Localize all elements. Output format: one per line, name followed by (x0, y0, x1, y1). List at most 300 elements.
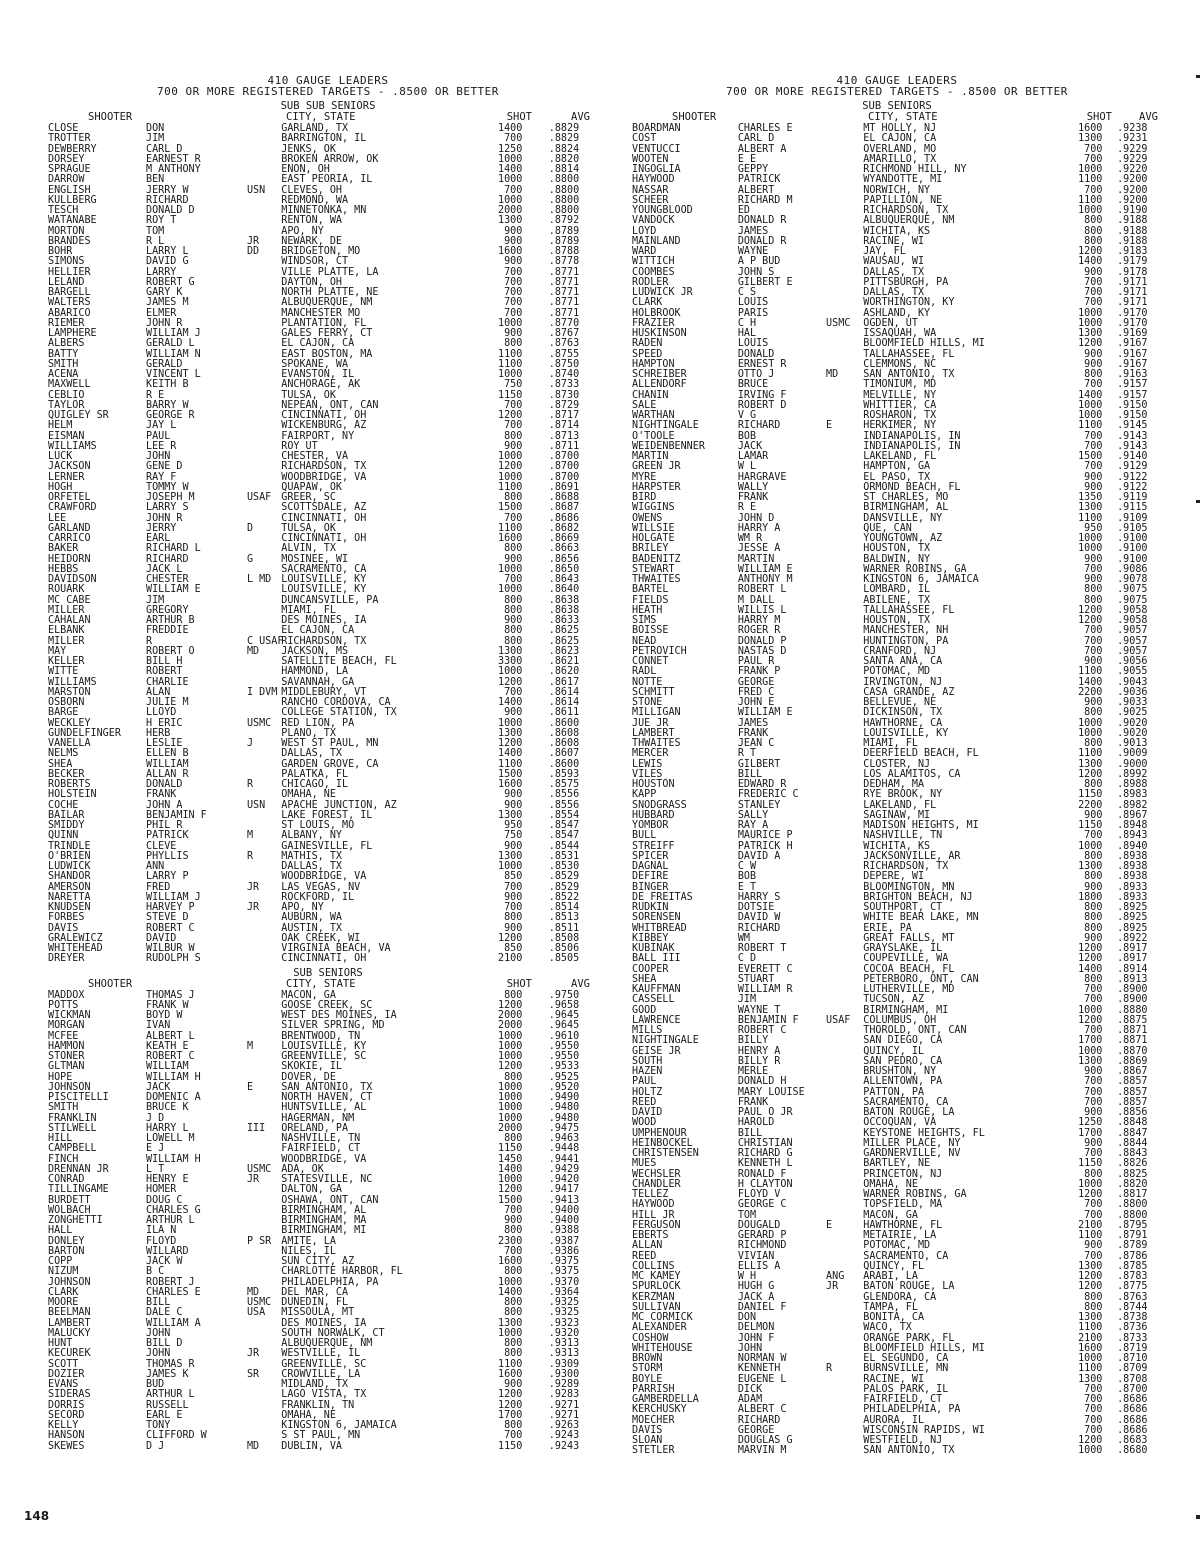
last-name: BAILAR (48, 808, 85, 821)
first-name: MERLE (737, 1065, 769, 1077)
city-state: WEST DES MOINES, IA (281, 1009, 397, 1021)
city-state: MIDDLEBURY, VT (281, 685, 367, 698)
city-state: WARNER ROBINS, GA (863, 1188, 967, 1200)
shot-count: 900 (1084, 347, 1103, 360)
result-row (48, 953, 597, 963)
last-name: LUDWICK JR (632, 286, 693, 298)
last-name: LELAND (48, 275, 85, 288)
average: .9533 (548, 1060, 580, 1073)
first-name: MARTIN (737, 552, 775, 565)
city-state: SCOTTSDALE, AZ (281, 501, 367, 514)
last-name: MUES (632, 1157, 657, 1170)
first-name: ELMER (146, 306, 177, 319)
last-name: TESCH (48, 204, 79, 216)
first-name: WILLIAM N (146, 347, 201, 360)
first-name: W L (737, 460, 757, 473)
city-state: RACINE, WI (863, 1372, 925, 1385)
first-name: WILBUR W (146, 942, 195, 954)
first-name: B C (146, 1265, 165, 1278)
first-name: WILLARD (146, 1244, 189, 1257)
shot-count: 900 (1084, 808, 1103, 821)
first-name: FRANK P (737, 665, 781, 678)
shot-count: 1100 (1078, 419, 1103, 432)
average: .8933 (1117, 890, 1148, 903)
shot-count: 1200 (1078, 767, 1103, 780)
city-state: SANTA ANA, CA (863, 655, 943, 667)
city-state: SOUTH NORWALK, CT (281, 1326, 385, 1339)
average: .9178 (1117, 265, 1148, 278)
average: .8710 (1117, 1352, 1148, 1364)
last-name: CLARK (48, 1285, 79, 1298)
city-state: FRANKLIN, TN (281, 1398, 355, 1411)
city-state: DALTON, GA (281, 1183, 342, 1196)
shot-count: 1000 (1078, 1352, 1103, 1364)
shot-count: 800 (504, 1337, 523, 1349)
average: .8771 (548, 286, 580, 298)
city-state: EL CAJON, CA (281, 624, 355, 637)
average: .8691 (548, 480, 580, 493)
shot-count: 800 (504, 603, 523, 616)
average: .8686 (1117, 1403, 1148, 1416)
average: .9057 (1117, 634, 1148, 647)
city-state: BIRMINGHAM, AL (863, 501, 949, 514)
city-state: BIRMINGHAM, MI (863, 1003, 949, 1016)
average: .9309 (548, 1357, 580, 1370)
first-name: WILLIAM J (146, 327, 201, 339)
first-name: R L (146, 234, 165, 247)
city-state: WISCONSIN RAPIDS, WI (863, 1423, 985, 1436)
shot-count: 900 (504, 890, 523, 903)
first-name: E T (737, 880, 757, 893)
last-name: ROBERTS (48, 778, 91, 790)
last-name: STREIFF (632, 839, 675, 852)
city-state: DEL MAR, CA (281, 1285, 349, 1298)
last-name: MILLIGAN (632, 706, 681, 719)
last-name: LAMBERT (632, 726, 675, 739)
city-state: ABILENE, TX (863, 593, 931, 606)
city-state: PHILADELPHIA, PA (281, 1275, 379, 1288)
last-name: WITTE (48, 665, 79, 678)
city-state: BIRMINGHAM, MI (281, 1224, 367, 1237)
first-name: H CLAYTON (737, 1177, 793, 1190)
first-name: WAYNE (737, 245, 769, 257)
last-name: SHEA (632, 972, 657, 985)
shot-count: 700 (1084, 1249, 1103, 1262)
city-state: CRANFORD, NJ (863, 644, 937, 657)
last-name: CAMPBELL (48, 1142, 97, 1155)
first-name: PHYLLIS (146, 849, 189, 862)
column-header-avg: AVG (571, 977, 590, 990)
first-name: ARTHUR B (146, 614, 195, 626)
shot-count: 1300 (1078, 1259, 1103, 1272)
shot-count: 1300 (1078, 860, 1103, 872)
city-state: EL CAJON, CA (863, 132, 937, 145)
last-name: PETROVICH (632, 644, 687, 657)
suffix: M (246, 1039, 254, 1052)
city-state: NASHVILLE, TN (281, 1132, 361, 1144)
first-name: NORMAN W (737, 1352, 787, 1364)
city-state: DUNEDIN, FL (281, 1296, 349, 1308)
shot-count: 1000 (498, 1029, 523, 1042)
shot-count: 1300 (498, 808, 523, 821)
shot-count: 800 (504, 624, 523, 637)
first-name: THOMAS J (146, 988, 195, 1001)
last-name: NIGHTINGALE (632, 419, 699, 432)
city-state: JAY, FL (863, 245, 906, 257)
last-name: SULLIVAN (632, 1300, 681, 1313)
city-state: TUCSON, AZ (863, 993, 925, 1006)
average: .9263 (548, 1419, 580, 1431)
shot-count: 1150 (1078, 788, 1103, 801)
last-name: FORBES (48, 911, 85, 924)
shot-count: 700 (1084, 644, 1103, 657)
average: .9463 (548, 1132, 580, 1144)
last-name: HEATH (632, 603, 663, 616)
city-state: CLEMMONS, NC (863, 357, 937, 370)
scan-edge-mark (1196, 75, 1200, 78)
city-state: DUNCANSVILLE, PA (281, 593, 379, 606)
page-title: 410 GAUGE LEADERS (836, 74, 958, 87)
last-name: COST (632, 132, 657, 145)
city-state: ST CHARLES, MO (863, 491, 949, 503)
average: .9020 (1117, 726, 1148, 739)
shot-count: 700 (1084, 983, 1103, 995)
shot-count: 900 (504, 234, 523, 247)
shot-count: 1000 (498, 1039, 523, 1052)
city-state: DAYTON, OH (281, 275, 342, 288)
shot-count: 1000 (498, 193, 523, 206)
last-name: FRAZIER (632, 316, 675, 329)
first-name: DOUGLAS G (737, 1434, 793, 1446)
shot-count: 900 (504, 798, 523, 811)
left-column (48, 75, 608, 1451)
shot-count: 1000 (1078, 306, 1103, 319)
city-state: ALVIN, TX (281, 542, 336, 555)
average: .9167 (1117, 347, 1148, 360)
shot-count: 700 (1084, 429, 1103, 442)
city-state: BLOOMFIELD HILLS, MI (863, 1341, 985, 1354)
city-state: RICHARDSON, TX (863, 204, 949, 216)
average: .9036 (1117, 685, 1148, 698)
average: .9300 (548, 1367, 580, 1380)
average: .8733 (1117, 1331, 1148, 1344)
suffix: JR (246, 901, 260, 913)
last-name: BROWN (632, 1352, 663, 1364)
shot-count: 700 (504, 275, 523, 288)
city-state: COCOA BEACH, FL (863, 962, 955, 975)
last-name: RODLER (632, 275, 669, 288)
shot-count: 1200 (1078, 337, 1103, 350)
page-subtitle: 700 OR MORE REGISTERED TARGETS - .8500 OR BETTER (157, 85, 499, 98)
city-state: WACO, TX (863, 1321, 912, 1334)
first-name: BILL (737, 1126, 763, 1139)
average: .8983 (1117, 788, 1148, 801)
first-name: FREDDIE (146, 624, 189, 637)
city-state: VILLE PLATTE, LA (281, 265, 379, 278)
first-name: RAY A (737, 819, 769, 831)
city-state: OMAHA, NE (863, 1177, 918, 1190)
city-state: ASHLAND, KY (863, 306, 931, 319)
average: .9480 (548, 1111, 580, 1124)
shot-count: 700 (1084, 1095, 1103, 1108)
city-state: BLOOMFIELD HILLS, MI (863, 337, 985, 350)
suffix: USMC (246, 1162, 272, 1175)
city-state: QUINCY, FL (863, 1259, 925, 1272)
shot-count: 800 (1084, 870, 1103, 883)
average: .8775 (1117, 1280, 1148, 1293)
last-name: HILL JR (632, 1208, 675, 1221)
average: .9313 (548, 1347, 580, 1360)
shot-count: 700 (1084, 1085, 1103, 1098)
shot-count: 1300 (1078, 1311, 1103, 1323)
average: .8967 (1117, 808, 1148, 821)
average: .9387 (548, 1234, 580, 1247)
page-subtitle: 700 OR MORE REGISTERED TARGETS - .8500 OR BETTER (726, 85, 1068, 98)
first-name: ROBERT O (146, 644, 195, 657)
average: .8791 (1117, 1229, 1148, 1241)
first-name: GERALD (146, 357, 183, 370)
shot-count: 900 (1084, 552, 1103, 565)
last-name: ALBERS (48, 337, 85, 350)
average: .9323 (548, 1316, 580, 1329)
average: .8686 (1117, 1423, 1148, 1436)
first-name: ROBERT G (146, 275, 195, 288)
last-name: YOUNGBLOOD (632, 204, 693, 216)
average: .8633 (548, 614, 580, 626)
shot-count: 1200 (1078, 1013, 1103, 1026)
city-state: MANCHESTER, NH (863, 624, 949, 637)
city-state: SUN CITY, AZ (281, 1255, 355, 1267)
first-name: M ANTHONY (146, 163, 201, 175)
city-state: LUTHERVILLE, MD (863, 983, 955, 995)
shot-count: 1200 (498, 1388, 523, 1401)
last-name: OWENS (632, 511, 663, 524)
first-name: ALBERT C (737, 1403, 787, 1416)
city-state: NASHVILLE, TN (863, 829, 943, 842)
city-state: WICKENBURG, AZ (281, 419, 367, 432)
city-state: ORANGE PARK, FL (863, 1331, 955, 1344)
average: .8682 (548, 521, 580, 534)
first-name: DALE C (146, 1306, 183, 1319)
last-name: GEISE JR (632, 1044, 681, 1057)
last-name: HANSON (48, 1429, 85, 1442)
last-name: LAMPHERE (48, 327, 97, 339)
city-state: EL SEGUNDO, CA (863, 1352, 949, 1364)
average: .8800 (548, 204, 580, 216)
last-name: GLTMAN (48, 1060, 85, 1073)
first-name: JACK A (737, 1290, 775, 1303)
last-name: WITTICH (632, 255, 675, 268)
average: .8785 (1117, 1259, 1148, 1272)
average: .8575 (548, 778, 580, 790)
first-name: LOUIS (737, 337, 769, 350)
last-name: WILLIAMS (48, 439, 97, 452)
city-state: MATHIS, TX (281, 849, 342, 862)
first-name: M DALL (737, 593, 775, 606)
last-name: RADL (632, 665, 657, 678)
first-name: RICHARD (737, 921, 781, 934)
shot-count: 1300 (498, 1316, 523, 1329)
average: .8719 (1117, 1341, 1148, 1354)
average: .8700 (1117, 1382, 1148, 1395)
shot-count: 1800 (1078, 890, 1103, 903)
average: .8625 (548, 624, 580, 637)
average: .8856 (1117, 1106, 1148, 1118)
average: .8600 (548, 716, 580, 729)
suffix: E (826, 419, 833, 432)
first-name: SALLY (737, 808, 769, 821)
average: .9645 (548, 1009, 580, 1021)
average: .8925 (1117, 901, 1148, 913)
last-name: MILLS (632, 1024, 663, 1036)
last-name: KAPP (632, 788, 657, 801)
last-name: MOORE (48, 1296, 79, 1308)
shot-count: 900 (1084, 480, 1103, 493)
last-name: SIMONS (48, 255, 85, 268)
average: .9157 (1117, 378, 1148, 391)
first-name: FLOYD (146, 1234, 177, 1247)
city-state: GREENVILLE, SC (281, 1050, 367, 1062)
city-state: MACON, GA (281, 988, 336, 1001)
first-name: KEITH B (146, 378, 189, 391)
shot-count: 700 (1084, 624, 1103, 637)
shot-count: 1600 (498, 245, 523, 257)
shot-count: 700 (504, 419, 523, 432)
first-name: WILLIS L (737, 603, 787, 616)
first-name: JIM (146, 132, 165, 145)
city-state: CLOSTER, NJ (863, 757, 931, 770)
shot-count: 800 (1084, 368, 1103, 380)
city-state: OVERLAND, MO (863, 142, 937, 155)
average: .8680 (1117, 1444, 1148, 1457)
last-name: WARD (632, 245, 657, 257)
suffix: USN (246, 183, 266, 196)
last-name: DAVIS (632, 1423, 663, 1436)
last-name: ORFETEL (48, 491, 91, 503)
shot-count: 1500 (498, 501, 523, 514)
first-name: BOB (737, 429, 757, 442)
shot-count: 1400 (498, 122, 523, 134)
first-name: DOTSIE (737, 901, 775, 913)
last-name: OSBORN (48, 696, 85, 708)
first-name: BENJAMIN F (146, 808, 207, 821)
last-name: BIRD (632, 491, 657, 503)
average: .8607 (548, 747, 580, 760)
average: .8940 (1117, 839, 1148, 852)
first-name: JACK L (146, 562, 183, 575)
last-name: NIGHTINGALE (632, 1034, 699, 1047)
column-header-city: CITY, STATE (286, 977, 356, 990)
shot-count: 900 (504, 1378, 523, 1390)
last-name: WEIDENBENNER (632, 439, 705, 452)
last-name: VENTUCCI (632, 142, 681, 155)
city-state: HAWTHORNE, CA (863, 716, 943, 729)
city-state: MT HOLLY, NJ (863, 122, 937, 134)
city-state: ALLENTOWN, PA (863, 1075, 943, 1088)
scan-edge-mark (1196, 1515, 1200, 1519)
suffix: ANG (826, 1270, 845, 1282)
last-name: ALLENDORF (632, 378, 687, 391)
average: .9375 (548, 1265, 580, 1278)
average: .8556 (548, 788, 580, 801)
last-name: DREYER (48, 952, 85, 965)
shot-count: 900 (504, 327, 523, 339)
last-name: HOLGATE (632, 532, 675, 544)
last-name: MORTON (48, 224, 85, 237)
city-state: LAKELAND, FL (863, 798, 937, 811)
suffix: E (246, 1080, 254, 1093)
city-state: QUAPAW, OK (281, 480, 342, 493)
average: .8505 (548, 952, 580, 965)
city-state: WESTVILLE, IL (281, 1347, 361, 1360)
average: .9525 (548, 1070, 580, 1083)
shot-count: 700 (1084, 1423, 1103, 1436)
shot-count: 800 (504, 1265, 523, 1278)
shot-count: 1150 (498, 1142, 523, 1155)
last-name: JOHNSON (48, 1080, 91, 1093)
last-name: WARTHAN (632, 409, 675, 421)
first-name: DICK (737, 1382, 763, 1395)
shot-count: 1100 (1078, 1229, 1103, 1241)
column-header-shooter: SHOOTER (88, 111, 133, 123)
city-state: NORWICH, NY (863, 183, 931, 196)
last-name: LEE (48, 511, 67, 524)
average: .9140 (1117, 450, 1148, 462)
average: .8871 (1117, 1024, 1148, 1036)
average: .8988 (1117, 778, 1148, 790)
suffix: MD (246, 1439, 260, 1452)
last-name: KERCHUSKY (632, 1403, 687, 1416)
average: .8917 (1117, 942, 1148, 954)
last-name: EBERTS (632, 1229, 669, 1241)
last-name: HARPSTER (632, 480, 681, 493)
last-name: O'BRIEN (48, 849, 91, 862)
first-name: JEAN C (737, 737, 775, 749)
average: .9129 (1117, 460, 1148, 473)
last-name: BARGELL (48, 286, 91, 298)
first-name: GREGORY (146, 603, 189, 616)
average: .8857 (1117, 1075, 1148, 1088)
city-state: BALDWIN, NY (863, 552, 931, 565)
shot-count: 900 (1084, 931, 1103, 944)
average: .9188 (1117, 214, 1148, 227)
shot-count: 1100 (498, 480, 523, 493)
city-state: COUPEVILLE, WA (863, 952, 949, 965)
column-header-shooter: SHOOTER (88, 977, 133, 990)
average: .8925 (1117, 911, 1148, 924)
last-name: STORM (632, 1362, 663, 1375)
shot-count: 800 (504, 337, 523, 350)
first-name: TONY (146, 1419, 171, 1431)
average: .9100 (1117, 552, 1148, 565)
city-state: THOROLD, ONT, CAN (863, 1024, 967, 1036)
shot-count: 900 (1084, 573, 1103, 585)
suffix: JR (246, 234, 260, 247)
shot-count: 1300 (1078, 132, 1103, 145)
average: .8917 (1117, 952, 1148, 965)
shot-count: 800 (504, 988, 523, 1001)
last-name: HAYWOOD (632, 1198, 675, 1211)
shot-count: 900 (504, 224, 523, 237)
last-name: JOHNSON (48, 1275, 91, 1288)
suffix: E (826, 1218, 833, 1231)
city-state: KINGSTON 6, JAMAICA (281, 1419, 397, 1431)
average: .8729 (548, 398, 580, 411)
last-name: MARSTON (48, 685, 91, 698)
first-name: JAY L (146, 419, 177, 432)
city-state: AMITE, LA (281, 1234, 336, 1247)
average: .9009 (1117, 747, 1148, 760)
